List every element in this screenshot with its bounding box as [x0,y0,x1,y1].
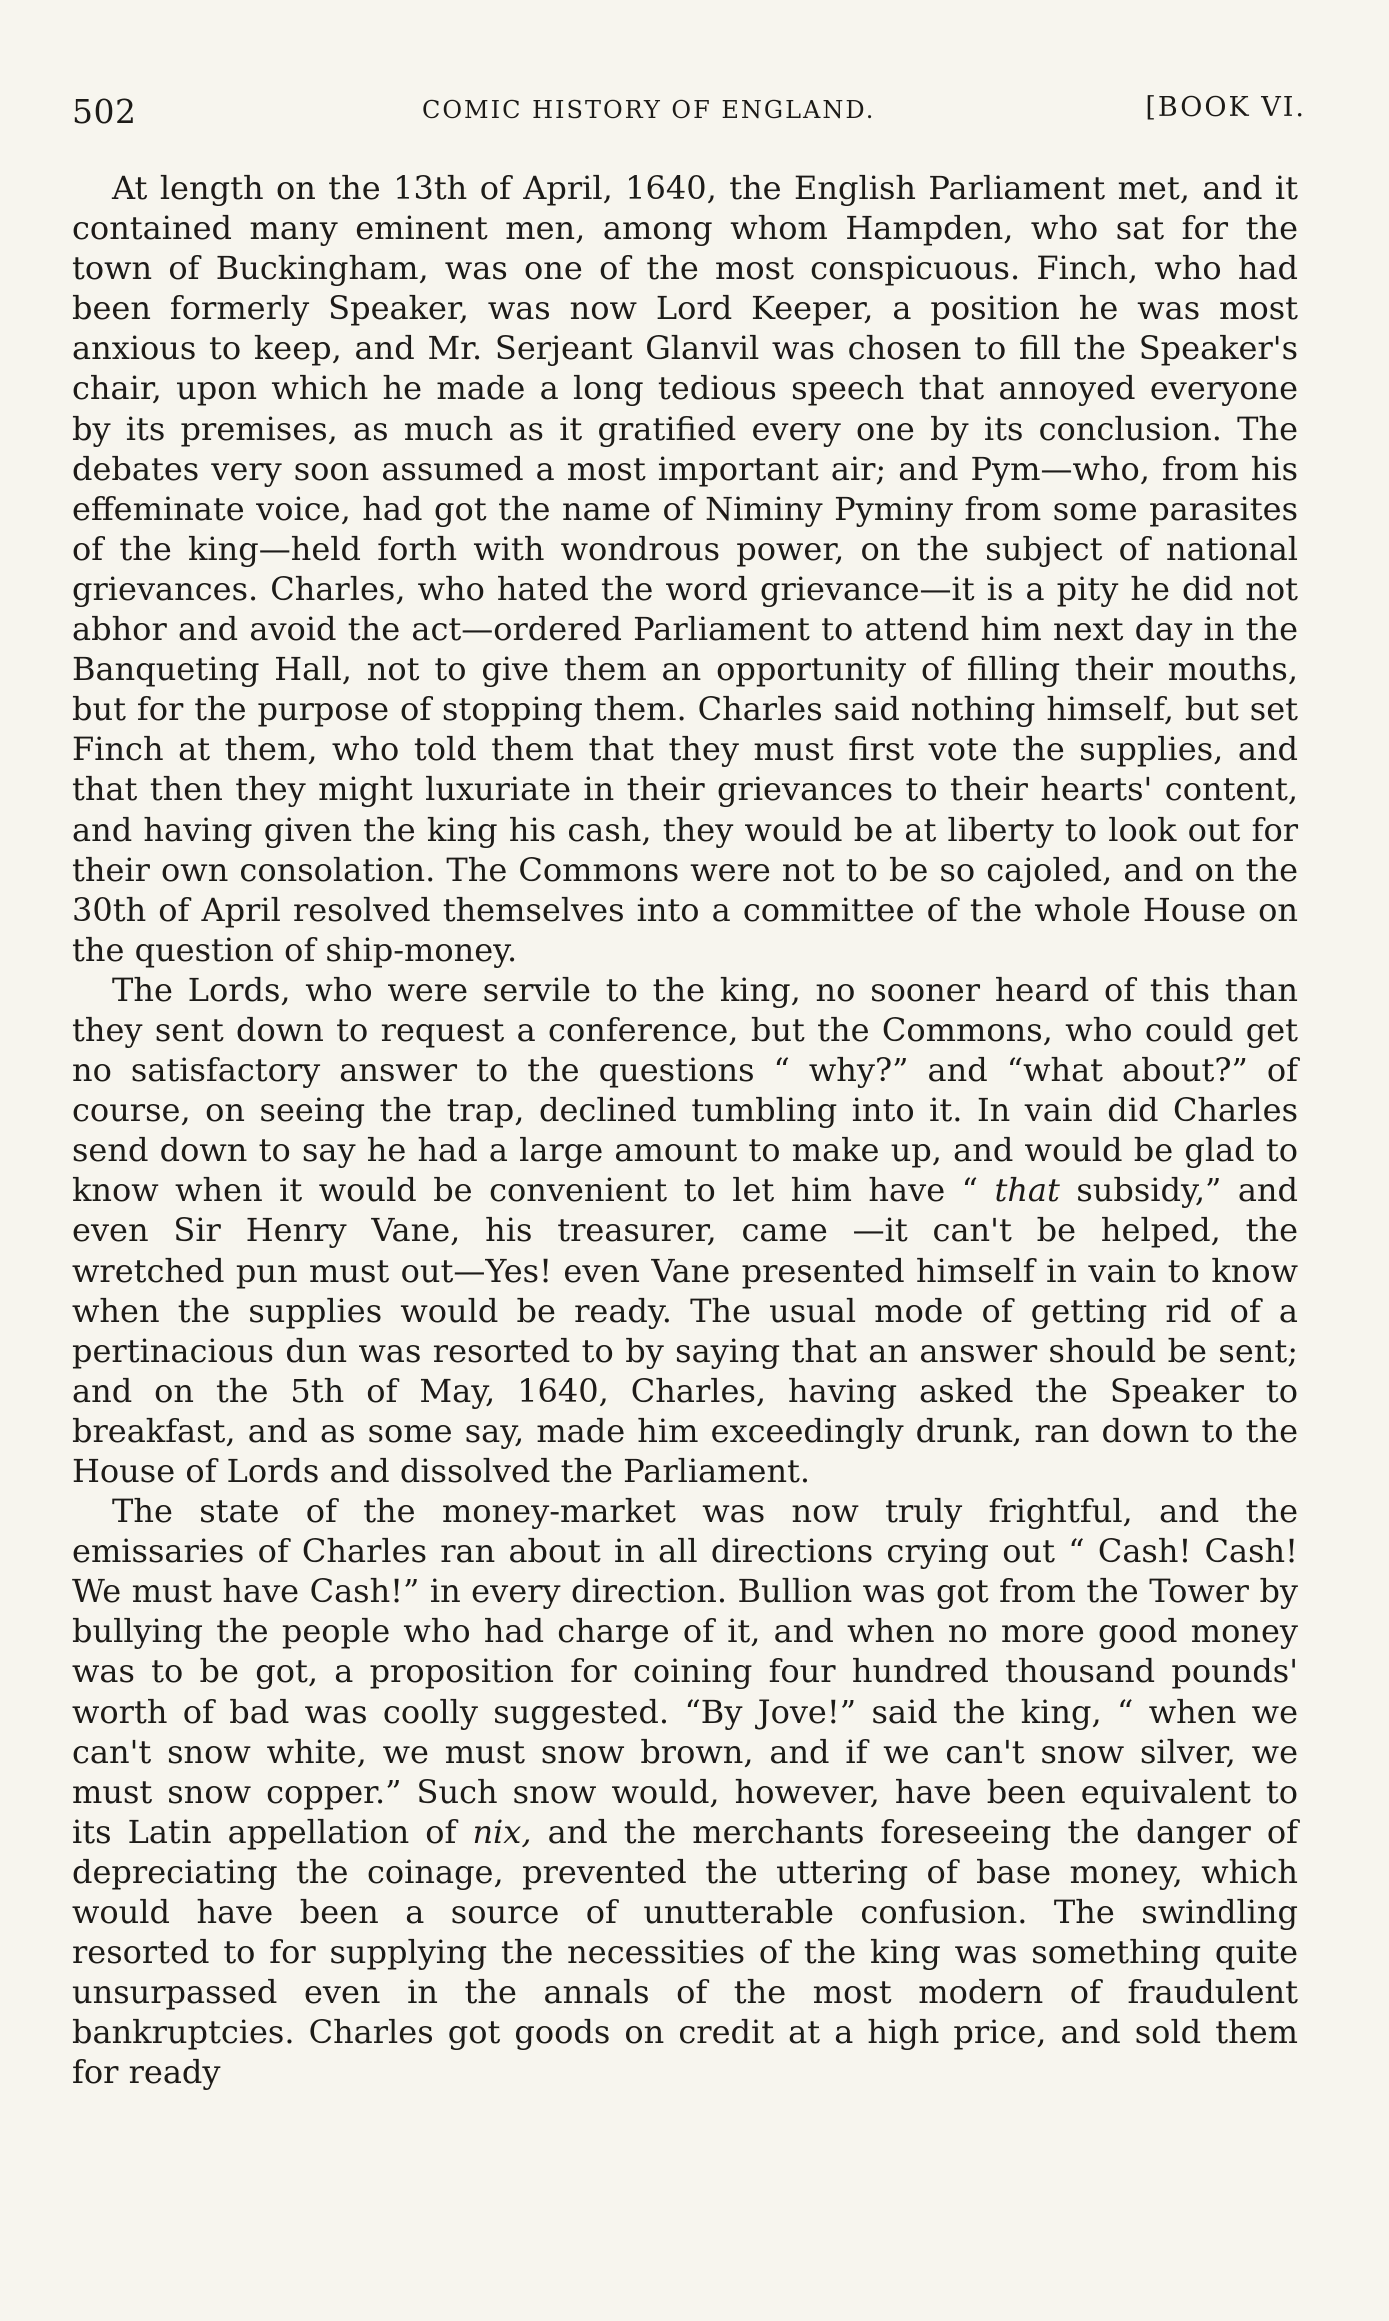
page-number: 502 [72,92,137,131]
paragraph-2-text-end: subsidy,” and even Sir Henry Vane, his treasurer, came —it can't be helped, the wretched pun must out—Yes! even Vane presented himself in vain to know when the supplies would be ready. The usual mode of getting rid of a pertinacious dun was resorted to by saying that an answer should be sent; and on the 5th of May, 1640, Charles, having asked the Speaker to breakfast, and as some say, made him exceedingly drunk, ran down to the House of Lords and dissolved the Parliament. [72,1171,1299,1490]
book-marker: [BOOK VI. [1145,92,1306,123]
paragraph-2-italic-word: that [994,1171,1060,1210]
paragraph-3-text-start: The state of the money-market was now truly frightful, and the emissaries of Charles ran about in all directions crying out “ Cash! Cash! We must have Cash!” in every direction. Bullion was got from the Tower by bullying the people who had charge of it, and when no more good money was to be got, a proposition for coining four hundred thousand pounds' worth of bad was coolly suggested. “By Jove!” said the king, “ when we can't snow white, we must snow brown, and if we can't snow silver, we must snow copper.” Such snow would, however, have been equivalent to its Latin appellation of [72,1492,1298,1851]
book-page [72,92,1306,2093]
paragraph-2 [72,970,1298,1491]
paragraph-1 [72,168,1298,970]
paragraph-1-text: At length on the 13th of April, 1640, the English Parliament met, and it contained many eminent men, among whom Hampden, who sat for the town of Buckingham, was one of the most conspicuous. Finch, who had been formerly Speaker, was now Lord Keeper, a position he was most anxious to keep, and Mr. Serjeant Glanvil was chosen to fill the Speaker's chair, upon which he made a long tedious speech that annoyed everyone by its premises, as much as it gratified every one by its conclusion. The debates very soon assumed a most important air; and Pym—who, from his effeminate voice, had got the name of Niminy Pyminy from some parasites of the king—held forth with wondrous power, on the subject of national grievances. Charles, who hated the word grievance—it is a pity he did not abhor and avoid the act—ordered Parliament to attend him next day in the Banqueting Hall, not to give them an opportunity of filling their mouths, but for the purpose of stopping them. Charles said nothing himself, but set Finch at them, who told them that they must first vote the supplies, and that then they might luxuriate in their grievances to their hearts' content, and having given the king his cash, they would be at liberty to look out for their own consolation. The Commons were not to be so cajoled, and on the 30th of April resolved themselves into a committee of the whole House on the question of ship-money. [72,169,1298,969]
body-text [72,168,1298,2093]
running-head [72,92,1306,132]
running-title: COMIC HISTORY OF ENGLAND. [422,96,876,124]
paragraph-3-italic-word: nix, [472,1812,532,1851]
paragraph-3 [72,1491,1298,2092]
paragraph-3-text-end: and the merchants foreseeing the danger of depreciating the coinage, prevented the uttering of base money, which would have been a source of unutterable confusion. The swindling resorted to for supplying the necessities of the king was something quite unsurpassed even in the annals of the most modern of fraudulent bankruptcies. Charles got goods on credit at a high price, and sold them for ready [72,1812,1299,2092]
paragraph-2-text-start: The Lords, who were servile to the king, no sooner heard of this than they sent down to request a conference, but the Commons, who could get no satisfactory answer to the questions “ why?” and “what about?” of course, on seeing the trap, declined tumbling into it. In vain did Charles send down to say he had a large amount to make up, and would be glad to know when it would be convenient to let him have “ [72,970,1298,1210]
